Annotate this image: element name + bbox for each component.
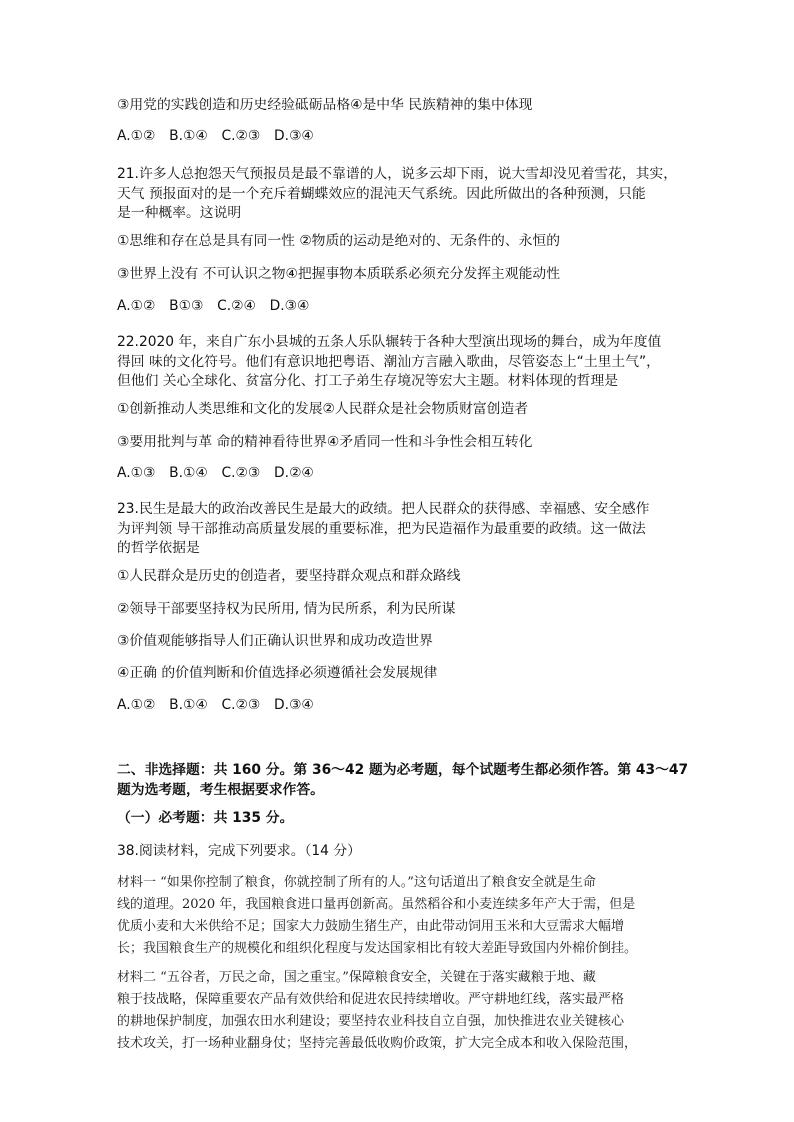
question-22-text: 但他们 关心全球化、贫富分化、打工子弟生存境况等宏大主题。材料体现的哲理是 (117, 373, 619, 389)
material-text: 粮于技战略，保障重要农产品有效供给和促进农民持续增收。严守耕地红线，落实最严格 (117, 992, 625, 1007)
answer-choices: A.①② B.①④ C.②③ D.③④ (117, 697, 314, 713)
material-text: 技术攻关，打一场种业翻身仗；坚持完善最低收购价政策，扩大完全成本和收入保险范围， (117, 1036, 638, 1051)
question-22-text: 得回 味的文化符号。他们有意识地把粤语、潮汕方言融入歌曲，尽管姿态上“土里土气”， (117, 354, 660, 370)
material-text: 线的道理。2020 年，我国粮食进口量再创新高。虽然稻谷和小麦连续多年产大于需，但是 (117, 897, 636, 912)
material-text: 长；我国粮食生产的规模化和组织化程度与发达国家相比有较大差距导致国内外棉价倒挂。 (117, 941, 638, 956)
answer-choices: A.①② B.①④ C.②③ D.③④ (117, 128, 314, 144)
option-line: ③价值观能够指导人们正确认识世界和成功改造世界 (117, 633, 433, 649)
question-38-prompt: 38.阅读材料，完成下列要求。（14 分） (117, 843, 361, 859)
question-21-text: 是一种概率。这说明 (117, 205, 242, 221)
question-23-text: 的哲学依据是 (117, 540, 200, 556)
question-21-text: 天气 预报面对的是一个充斥着蝴蝶效应的混沌天气系统。因此所做出的各种预测，只能 (117, 186, 646, 202)
material-text: 的耕地保护制度，加强农田水利建设；要坚持农业科技自立自强，加快推进农业关键核心 (117, 1014, 625, 1029)
option-line: ①思维和存在总是具有同一性 ②物质的运动是绝对的、无条件的、永恒的 (117, 233, 561, 249)
option-line: ①创新推动人类思维和文化的发展②人民群众是社会物质财富创造者 (117, 401, 529, 417)
question-23-text: 为评判领 导干部推动高质量发展的重要标准，把为民造福作为最重要的政绩。这一做法 (117, 521, 646, 537)
question-21-text: 21.许多人总抱怨天气预报员是最不靠谱的人，说多云却下雨，说大雪却没见着雪花，其实， (117, 166, 678, 182)
subsection-heading: （一）必考题：共 135 分。 (117, 810, 294, 826)
option-line: ③要用批判与革 命的精神看待世界④矛盾同一性和斗争性会相互转化 (117, 434, 533, 450)
material-text: 材料一 “如果你控制了粮食，你就控制了所有的人。”这句话道出了粮食安全就是生命 (117, 875, 596, 890)
section-heading: 题为选考题，考生根据要求作答。 (117, 782, 324, 798)
answer-choices: A.①③ B.①④ C.②③ D.②④ (117, 465, 314, 481)
material-text: 材料二 “五谷者，万民之命，国之重宝。”保障粮食安全，关键在于落实藏粮于地、藏 (117, 970, 596, 985)
material-text: 优质小麦和大米供给不足；国家大力鼓励生猪生产，由此带动饲用玉米和大豆需求大幅增 (117, 919, 625, 934)
option-line: ①人民群众是历史的创造者，要坚持群众观点和群众路线 (117, 568, 461, 584)
option-line: ④正确 的价值判断和价值选择必须遵循社会发展规律 (117, 665, 438, 681)
option-line: ③世界上没有 不可认识之物④把握事物本质联系必须充分发挥主观能动性 (117, 266, 561, 282)
answer-choices: A.①② B①③ C.②④ D.③④ (117, 298, 310, 314)
option-line: ②领导干部要坚持权为民所用, 情为民所系，利为民所谋 (117, 601, 456, 617)
option-line: ③用党的实践创造和历史经验砥砺品格④是中华 民族精神的集中体现 (117, 97, 533, 113)
section-heading: 二、非选择题：共 160 分。第 36～42 题为必考题，每个试题考生都必须作答。第 43～47 (117, 762, 689, 778)
question-23-text: 23.民生是最大的政治改善民生是最大的政绩。把人民群众的获得感、幸福感、安全感作 (117, 501, 650, 517)
question-22-text: 22.2020 年，来自广东小县城的五条人乐队辗转于各种大型演出现场的舞台，成为年度值 (117, 334, 662, 350)
